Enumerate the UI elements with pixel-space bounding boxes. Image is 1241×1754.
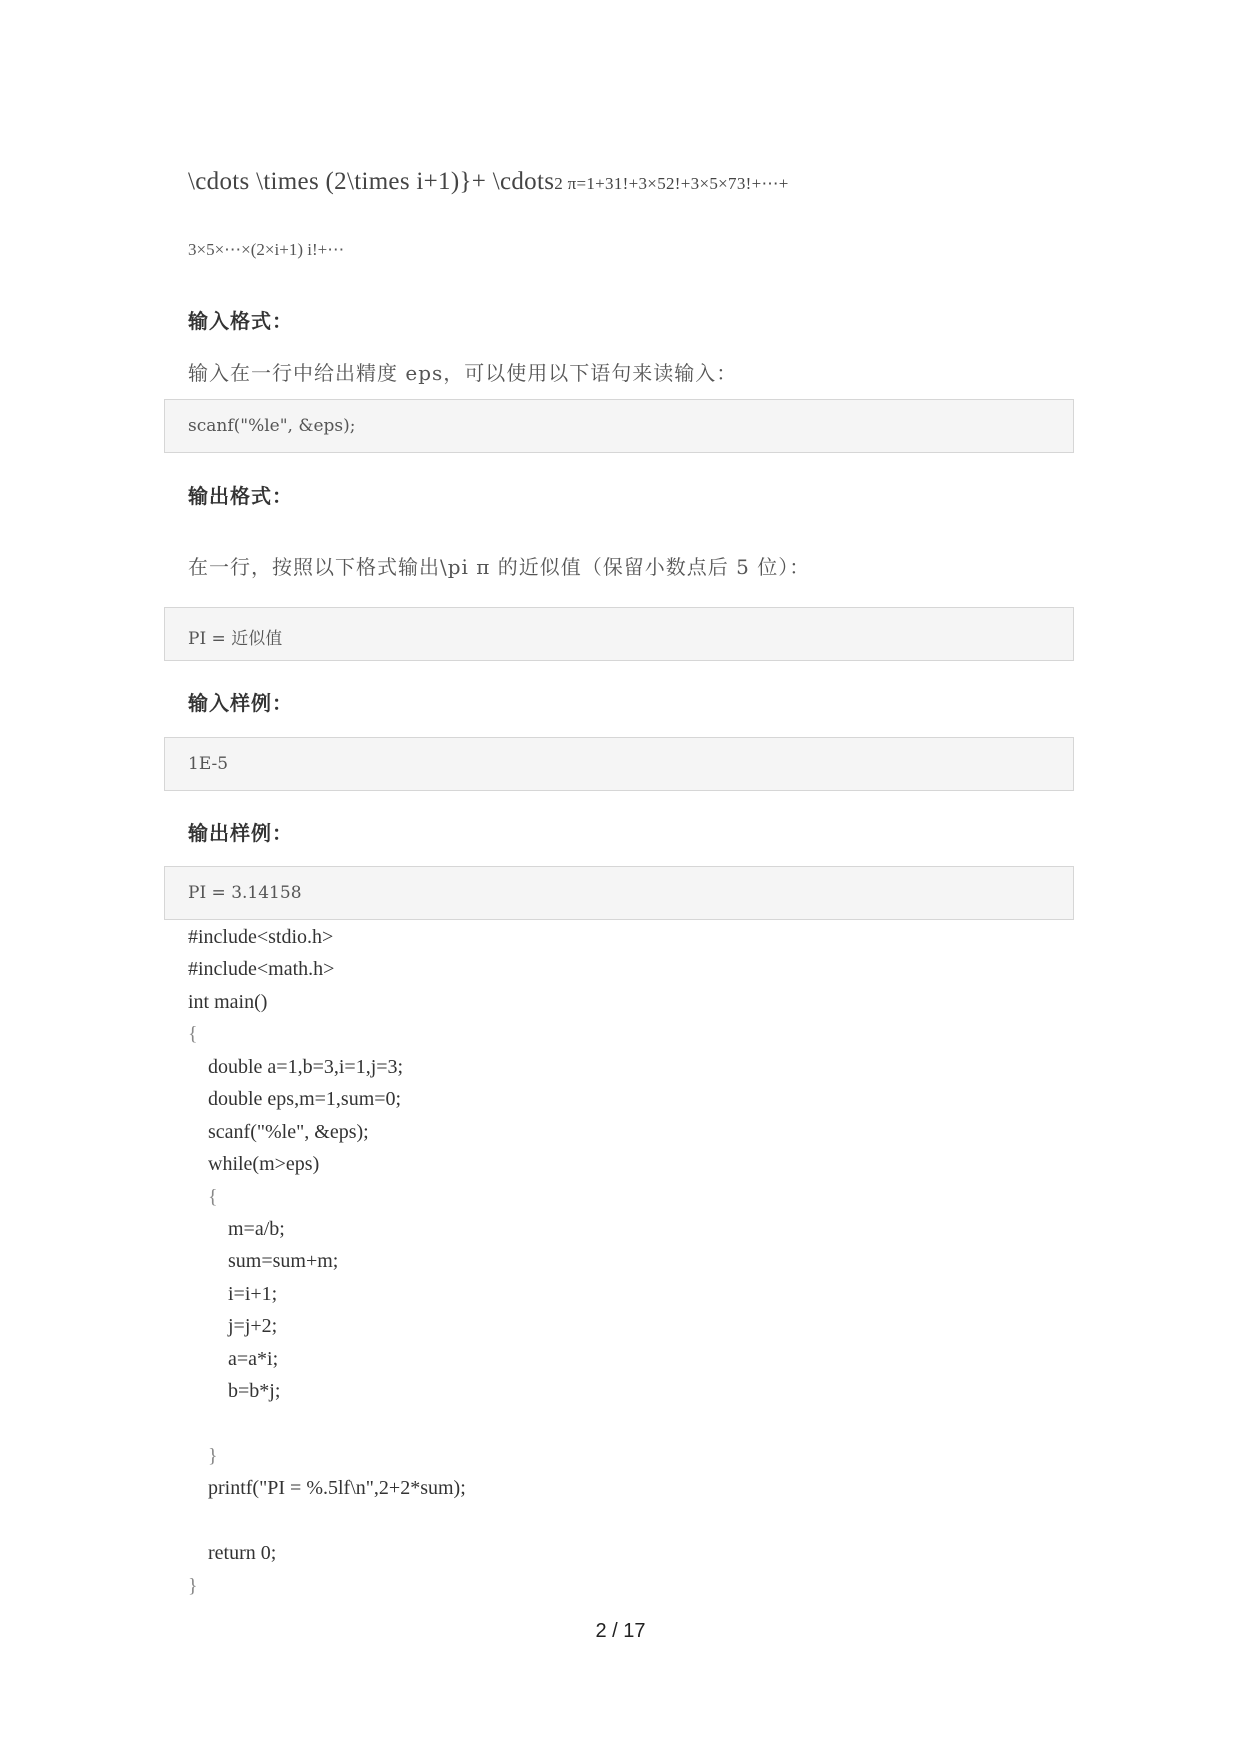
input-format-code: scanf("%le", &eps); <box>188 416 356 436</box>
formula-latex-fragment: \cdots \times (2\times i+1)}+ \cdots <box>188 168 555 195</box>
code-line <box>188 1408 466 1440</box>
code-line: } <box>188 1574 198 1597</box>
formula-line-2: 3×5×⋯×(2×i+1) i!+⋯ <box>188 240 345 259</box>
code-line: j=j+2; <box>188 1315 278 1338</box>
sample-output-code: PI = 3.14158 <box>188 883 302 903</box>
code-line: { <box>188 1185 218 1208</box>
output-format-heading: 输出格式： <box>188 484 293 508</box>
code-line: #include<stdio.h> <box>188 926 334 948</box>
formula-rendered: 2 π=1+31!+3×52!+3×5×73!+⋯+ <box>554 174 789 193</box>
sample-input-code-block <box>164 737 1074 791</box>
sample-input-code: 1E-5 <box>188 754 229 774</box>
code-line: m=a/b; <box>188 1217 285 1240</box>
code-line: #include<math.h> <box>188 958 335 981</box>
code-line: double a=1,b=3,i=1,j=3; <box>188 1055 404 1078</box>
sample-input-heading: 输入样例： <box>188 691 293 715</box>
input-format-text: 输入在一行中给出精度 eps，可以使用以下语句来读输入： <box>188 361 738 385</box>
output-format-code-block <box>164 607 1074 661</box>
code-line: b=b*j; <box>188 1380 281 1403</box>
input-format-code-block <box>164 399 1074 453</box>
output-format-text: 在一行，按照以下格式输出\pi π 的近似值（保留小数点后 5 位）： <box>188 555 811 579</box>
code-line <box>188 1505 466 1537</box>
code-line: return 0; <box>188 1542 277 1565</box>
code-line: } <box>188 1445 218 1467</box>
code-line: { <box>188 1023 198 1046</box>
code-line: a=a*i; <box>188 1347 279 1370</box>
source-code-listing <box>188 921 466 1602</box>
output-format-code: PI = 近似值 <box>188 629 283 649</box>
input-format-heading: 输入格式： <box>188 309 293 333</box>
code-line: double eps,m=1,sum=0; <box>188 1088 402 1111</box>
code-line: sum=sum+m; <box>188 1250 339 1273</box>
sample-output-code-block <box>164 866 1074 920</box>
code-line: i=i+1; <box>188 1282 278 1305</box>
sample-output-heading: 输出样例： <box>188 821 293 845</box>
code-line: printf("PI = %.5lf\n",2+2*sum); <box>188 1477 466 1500</box>
code-line: scanf("%le", &eps); <box>188 1120 369 1143</box>
code-line: int main() <box>188 990 268 1013</box>
code-line: while(m>eps) <box>188 1153 320 1176</box>
formula-line-1 <box>188 168 789 196</box>
page-indicator: 2 / 17 <box>595 1620 646 1642</box>
